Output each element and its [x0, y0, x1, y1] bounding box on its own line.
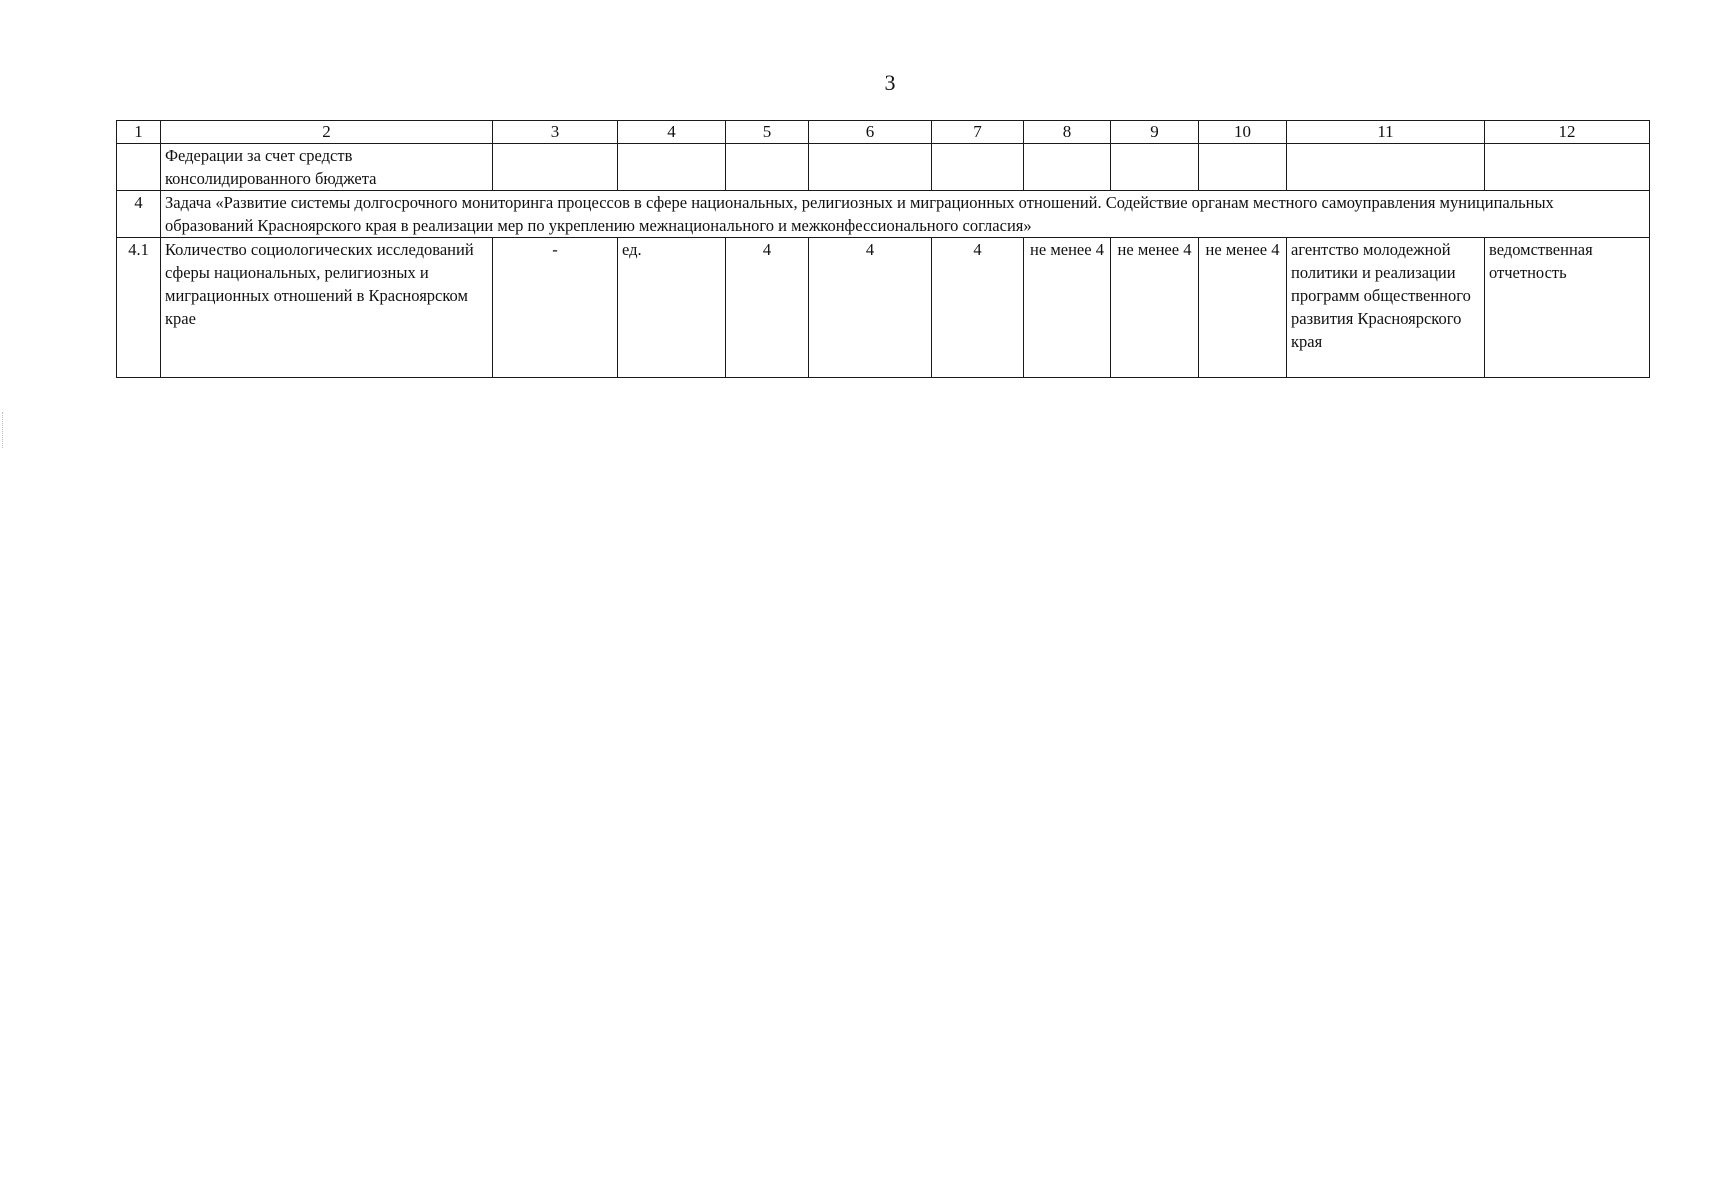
continued-cell-10: [1199, 144, 1287, 191]
task-row: [117, 191, 1650, 238]
page-number: 3: [884, 70, 896, 95]
continued-cell-3: [493, 144, 618, 191]
indicator-num-cell: 4.1: [117, 238, 161, 378]
continued-row: [117, 144, 1650, 191]
indicator-value-5: 4: [726, 238, 809, 378]
continued-cell-6: [809, 144, 932, 191]
indicator-value-6: 4: [809, 238, 932, 378]
header-cell-9: 9: [1111, 121, 1199, 144]
continued-num-cell: [117, 144, 161, 191]
continued-name-cell: Федерации за счет средств консолидированного бюджета: [161, 144, 493, 191]
continued-cell-4: [618, 144, 726, 191]
indicator-value-8: не менее 4: [1024, 238, 1111, 378]
indicator-value-10: не менее 4: [1199, 238, 1287, 378]
header-cell-5: 5: [726, 121, 809, 144]
indicators-table: [116, 120, 1650, 378]
header-cell-10: 10: [1199, 121, 1287, 144]
header-cell-8: 8: [1024, 121, 1111, 144]
indicator-row: [117, 238, 1650, 378]
indicator-weight-cell: -: [493, 238, 618, 378]
header-cell-12: 12: [1485, 121, 1650, 144]
header-row: [117, 121, 1650, 144]
continued-cell-8: [1024, 144, 1111, 191]
scan-edge-mark: [2, 412, 4, 448]
indicator-unit-cell: ед.: [618, 238, 726, 378]
header-cell-2: 2: [161, 121, 493, 144]
indicator-value-9: не менее 4: [1111, 238, 1199, 378]
indicator-responsible-cell: агентство молодежной политики и реализации программ общественного развития Красноярского края: [1287, 238, 1485, 378]
continued-cell-11: [1287, 144, 1485, 191]
header-cell-1: 1: [117, 121, 161, 144]
header-cell-11: 11: [1287, 121, 1485, 144]
indicator-value-7: 4: [932, 238, 1024, 378]
task-num-cell: 4: [117, 191, 161, 238]
header-cell-6: 6: [809, 121, 932, 144]
continued-cell-9: [1111, 144, 1199, 191]
indicator-source-cell: ведомственная отчетность: [1485, 238, 1650, 378]
continued-cell-12: [1485, 144, 1650, 191]
continued-cell-7: [932, 144, 1024, 191]
task-text-cell: Задача «Развитие системы долгосрочного мониторинга процессов в сфере национальных, религиозных и миграционных отношений. Содействие органам местного самоуправления муниципальных образований Красноярского края в реализации мер по укреплению межнационального и межконфессионального согласия»: [161, 191, 1650, 238]
header-cell-3: 3: [493, 121, 618, 144]
continued-cell-5: [726, 144, 809, 191]
indicator-name-cell: Количество социологических исследований сферы национальных, религиозных и миграционных отношений в Красноярском крае: [161, 238, 493, 378]
header-cell-4: 4: [618, 121, 726, 144]
header-cell-7: 7: [932, 121, 1024, 144]
